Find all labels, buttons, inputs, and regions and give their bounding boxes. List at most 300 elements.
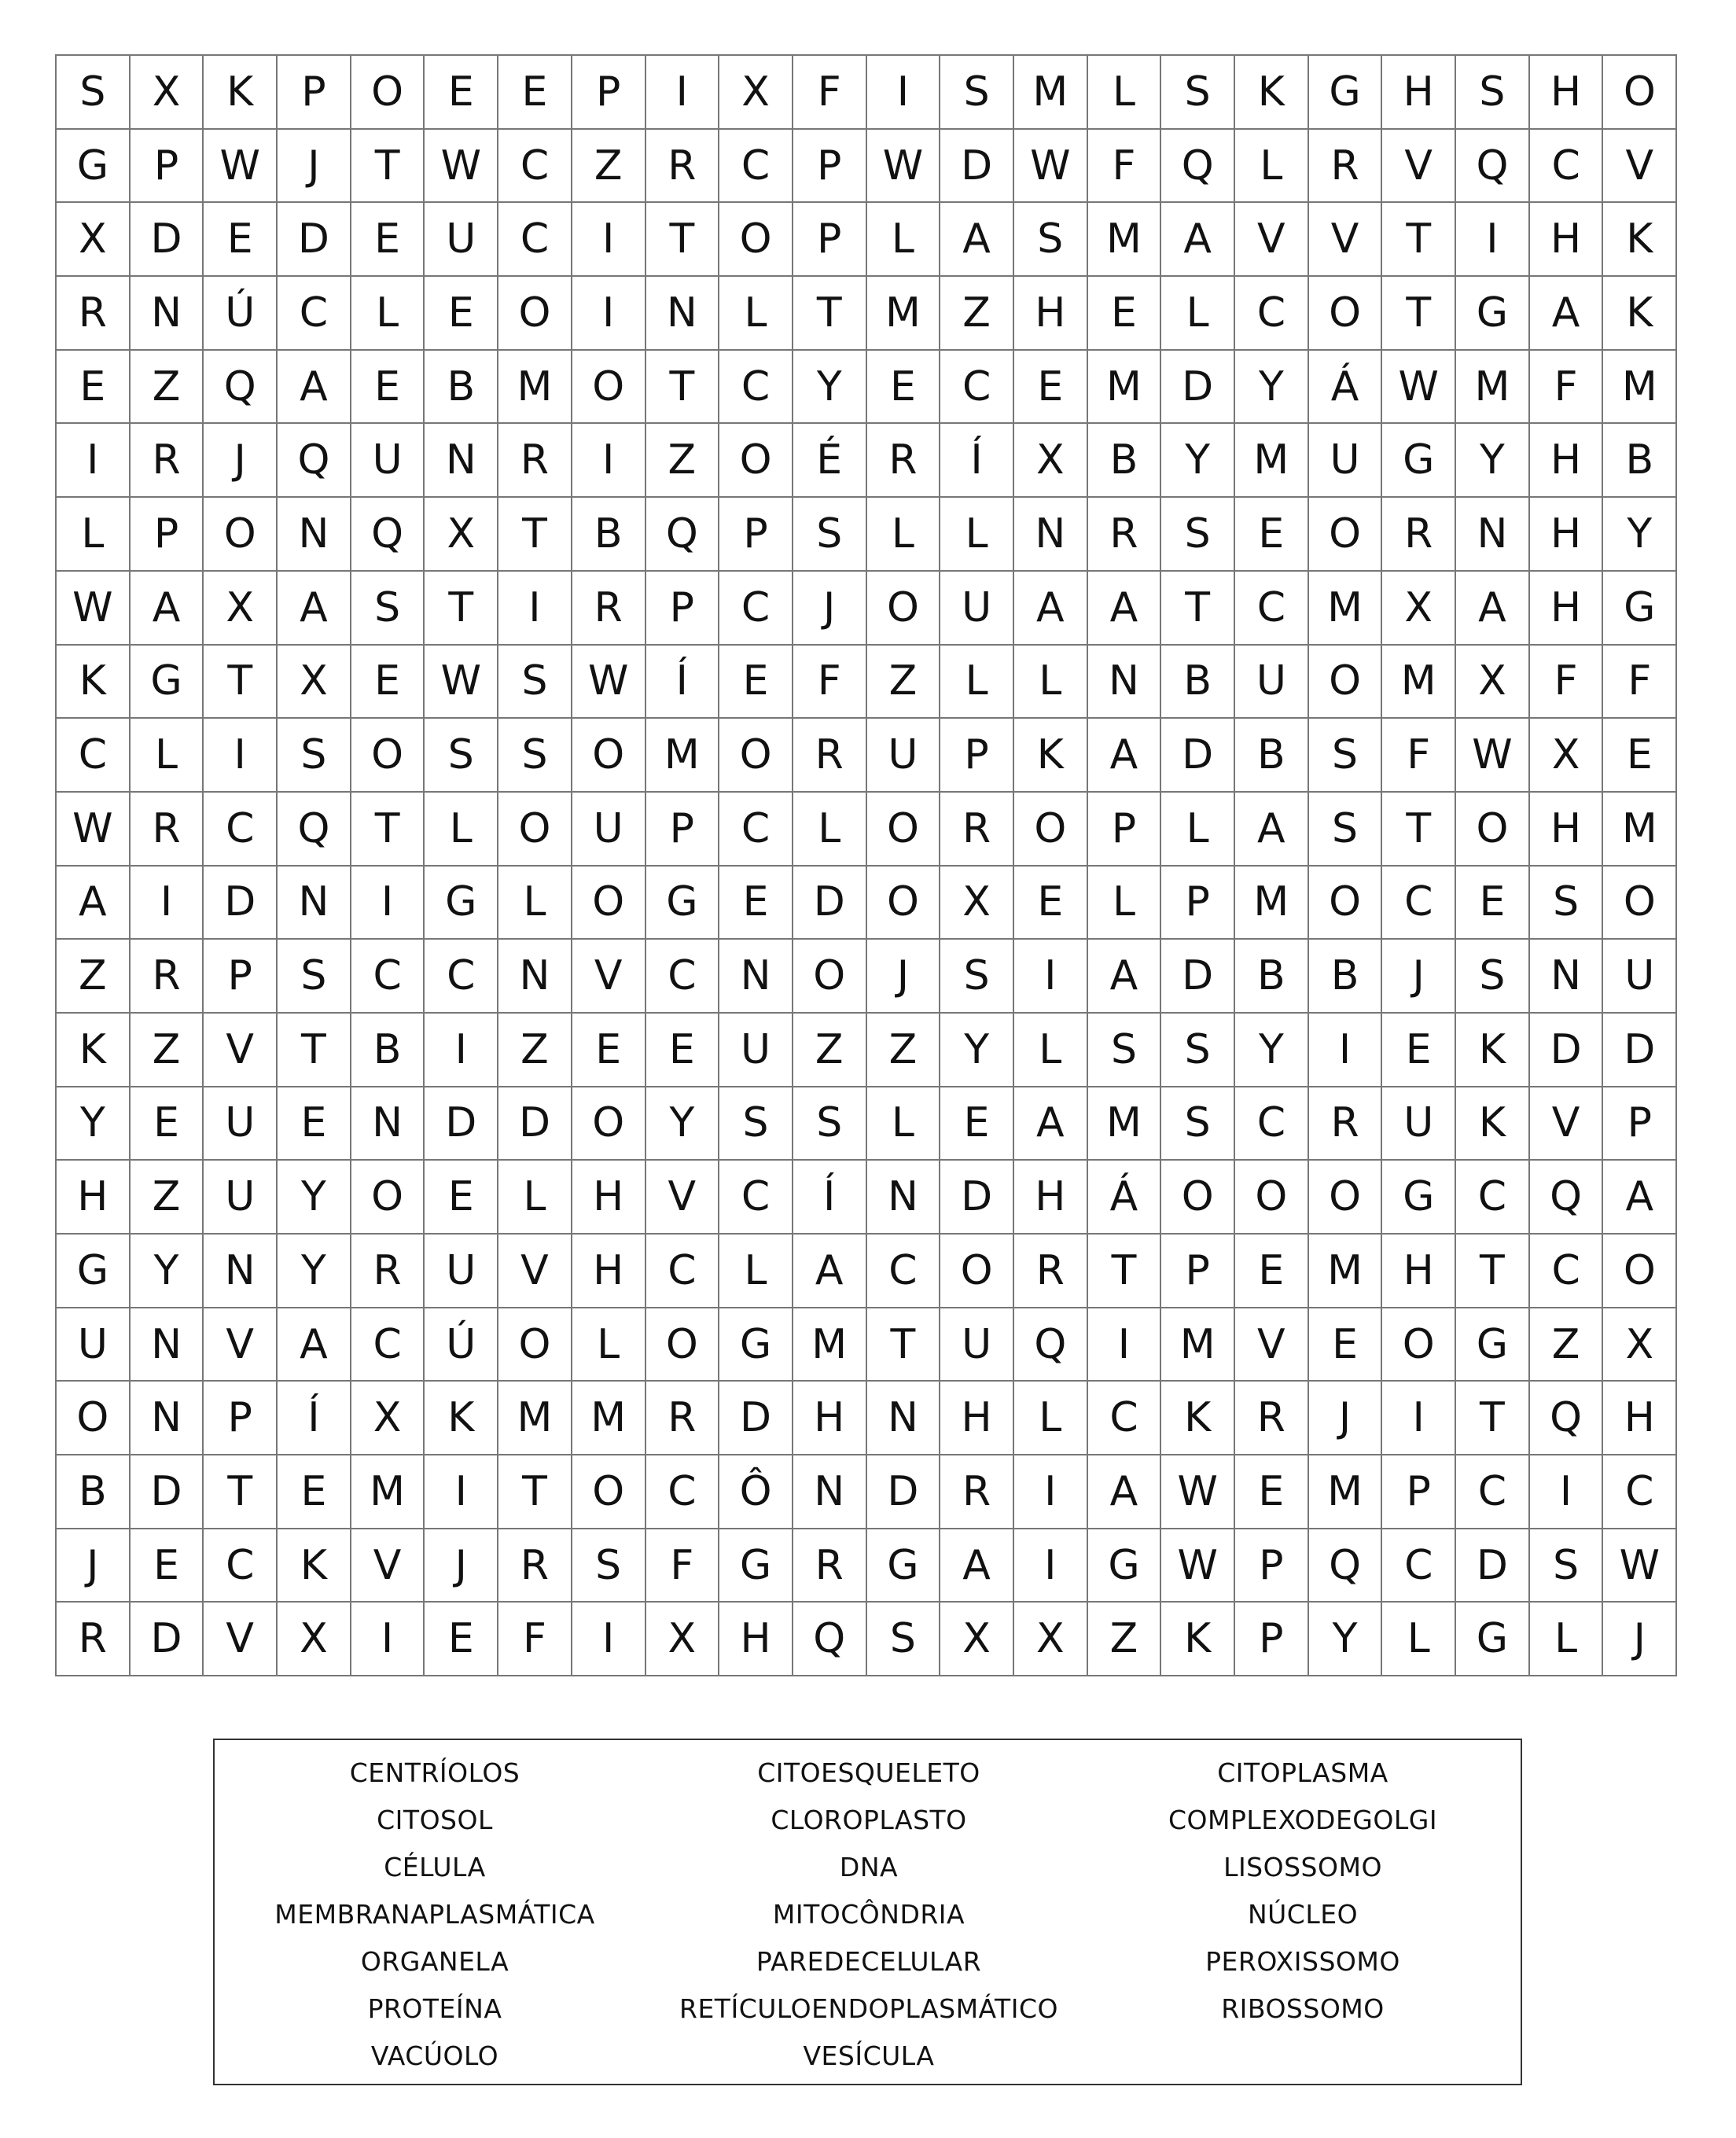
grid-cell[interactable]: P [646, 793, 720, 867]
grid-cell[interactable]: B [57, 1455, 131, 1529]
grid-cell[interactable]: T [646, 203, 720, 277]
grid-cell[interactable]: I [572, 203, 646, 277]
grid-cell[interactable]: O [572, 1455, 646, 1529]
grid-cell[interactable]: P [1161, 1235, 1235, 1308]
grid-cell[interactable]: I [1014, 940, 1088, 1014]
grid-cell[interactable]: Z [646, 424, 720, 498]
grid-cell[interactable]: O [572, 867, 646, 940]
grid-cell[interactable]: C [719, 793, 793, 867]
grid-cell[interactable]: P [793, 130, 867, 204]
grid-cell[interactable]: O [867, 793, 941, 867]
grid-cell[interactable]: E [1309, 1308, 1383, 1382]
grid-cell[interactable]: M [351, 1455, 425, 1529]
grid-cell[interactable]: E [278, 1455, 351, 1529]
grid-cell[interactable]: N [131, 1308, 204, 1382]
grid-cell[interactable]: H [1382, 56, 1456, 130]
grid-cell[interactable]: R [131, 424, 204, 498]
grid-cell[interactable]: E [498, 56, 572, 130]
grid-cell[interactable]: O [1603, 1235, 1677, 1308]
grid-cell[interactable]: K [425, 1382, 498, 1455]
grid-cell[interactable]: X [719, 56, 793, 130]
grid-cell[interactable]: T [867, 1308, 941, 1382]
grid-cell[interactable]: G [1456, 1308, 1530, 1382]
grid-cell[interactable]: E [1382, 1014, 1456, 1087]
grid-cell[interactable]: Z [131, 1161, 204, 1235]
grid-cell[interactable]: Q [1530, 1382, 1604, 1455]
grid-cell[interactable]: A [1088, 940, 1162, 1014]
grid-cell[interactable]: X [1456, 646, 1530, 719]
grid-cell[interactable]: C [719, 1161, 793, 1235]
grid-cell[interactable]: N [793, 1455, 867, 1529]
grid-cell[interactable]: D [498, 1087, 572, 1161]
grid-cell[interactable]: P [204, 940, 278, 1014]
grid-cell[interactable]: I [1530, 1455, 1604, 1529]
grid-cell[interactable]: Q [646, 498, 720, 572]
grid-cell[interactable]: I [1014, 1529, 1088, 1603]
grid-cell[interactable]: I [425, 1455, 498, 1529]
grid-cell[interactable]: L [1161, 793, 1235, 867]
grid-cell[interactable]: J [1309, 1382, 1383, 1455]
grid-cell[interactable]: V [646, 1161, 720, 1235]
grid-cell[interactable]: B [1161, 646, 1235, 719]
grid-cell[interactable]: W [1161, 1529, 1235, 1603]
grid-cell[interactable]: H [1382, 1235, 1456, 1308]
grid-cell[interactable]: R [1382, 498, 1456, 572]
grid-cell[interactable]: S [867, 1603, 941, 1676]
grid-cell[interactable]: H [793, 1382, 867, 1455]
grid-cell[interactable]: O [1309, 867, 1383, 940]
grid-cell[interactable]: O [498, 277, 572, 351]
grid-cell[interactable]: S [940, 56, 1014, 130]
grid-cell[interactable]: S [1161, 1014, 1235, 1087]
grid-cell[interactable]: J [425, 1529, 498, 1603]
grid-cell[interactable]: K [1014, 719, 1088, 793]
grid-cell[interactable]: L [719, 277, 793, 351]
grid-cell[interactable]: Ú [425, 1308, 498, 1382]
grid-cell[interactable]: C [204, 793, 278, 867]
grid-cell[interactable]: Y [278, 1235, 351, 1308]
grid-cell[interactable]: A [1014, 1087, 1088, 1161]
grid-cell[interactable]: C [940, 351, 1014, 425]
grid-cell[interactable]: M [1309, 1455, 1383, 1529]
grid-cell[interactable]: X [646, 1603, 720, 1676]
grid-cell[interactable]: B [1235, 719, 1309, 793]
grid-cell[interactable]: H [57, 1161, 131, 1235]
grid-cell[interactable]: J [867, 940, 941, 1014]
grid-cell[interactable]: M [1603, 351, 1677, 425]
grid-cell[interactable]: R [940, 793, 1014, 867]
grid-cell[interactable]: H [572, 1235, 646, 1308]
grid-cell[interactable]: N [278, 867, 351, 940]
grid-cell[interactable]: W [1382, 351, 1456, 425]
grid-cell[interactable]: K [57, 1014, 131, 1087]
grid-cell[interactable]: T [1161, 572, 1235, 646]
grid-cell[interactable]: M [1603, 793, 1677, 867]
grid-cell[interactable]: O [351, 1161, 425, 1235]
grid-cell[interactable]: C [1530, 130, 1604, 204]
grid-cell[interactable]: L [1161, 277, 1235, 351]
grid-cell[interactable]: B [425, 351, 498, 425]
grid-cell[interactable]: F [1382, 719, 1456, 793]
grid-cell[interactable]: H [1530, 56, 1604, 130]
grid-cell[interactable]: X [940, 867, 1014, 940]
grid-cell[interactable]: H [1014, 1161, 1088, 1235]
grid-cell[interactable]: U [1309, 424, 1383, 498]
grid-cell[interactable]: É [793, 424, 867, 498]
grid-cell[interactable]: M [1088, 1087, 1162, 1161]
grid-cell[interactable]: I [204, 719, 278, 793]
grid-cell[interactable]: I [425, 1014, 498, 1087]
grid-cell[interactable]: Z [1530, 1308, 1604, 1382]
grid-cell[interactable]: K [1161, 1382, 1235, 1455]
grid-cell[interactable]: T [1456, 1382, 1530, 1455]
grid-cell[interactable]: Y [940, 1014, 1014, 1087]
grid-cell[interactable]: E [351, 203, 425, 277]
grid-cell[interactable]: Í [940, 424, 1014, 498]
grid-cell[interactable]: O [1309, 646, 1383, 719]
grid-cell[interactable]: A [1088, 719, 1162, 793]
grid-cell[interactable]: N [204, 1235, 278, 1308]
grid-cell[interactable]: R [1309, 1087, 1383, 1161]
grid-cell[interactable]: V [1603, 130, 1677, 204]
grid-cell[interactable]: A [1235, 793, 1309, 867]
grid-cell[interactable]: Q [278, 424, 351, 498]
grid-cell[interactable]: H [1530, 498, 1604, 572]
grid-cell[interactable]: O [1382, 1308, 1456, 1382]
grid-cell[interactable]: C [351, 1308, 425, 1382]
grid-cell[interactable]: M [498, 1382, 572, 1455]
grid-cell[interactable]: D [940, 130, 1014, 204]
grid-cell[interactable]: O [940, 1235, 1014, 1308]
grid-cell[interactable]: Y [646, 1087, 720, 1161]
grid-cell[interactable]: O [867, 572, 941, 646]
grid-cell[interactable]: D [425, 1087, 498, 1161]
grid-cell[interactable]: P [131, 130, 204, 204]
grid-cell[interactable]: O [719, 719, 793, 793]
grid-cell[interactable]: Y [1456, 424, 1530, 498]
grid-cell[interactable]: Q [1309, 1529, 1383, 1603]
grid-cell[interactable]: R [1088, 498, 1162, 572]
grid-cell[interactable]: L [719, 1235, 793, 1308]
grid-cell[interactable]: H [1530, 424, 1604, 498]
grid-cell[interactable]: L [867, 1087, 941, 1161]
grid-cell[interactable]: W [57, 572, 131, 646]
grid-cell[interactable]: B [1088, 424, 1162, 498]
grid-cell[interactable]: D [1161, 351, 1235, 425]
grid-cell[interactable]: X [1603, 1308, 1677, 1382]
grid-cell[interactable]: O [572, 1087, 646, 1161]
grid-cell[interactable]: R [646, 1382, 720, 1455]
grid-cell[interactable]: O [572, 719, 646, 793]
grid-cell[interactable]: V [1235, 203, 1309, 277]
grid-cell[interactable]: U [940, 1308, 1014, 1382]
grid-cell[interactable]: M [1235, 424, 1309, 498]
grid-cell[interactable]: H [719, 1603, 793, 1676]
grid-cell[interactable]: S [1161, 1087, 1235, 1161]
grid-cell[interactable]: H [940, 1382, 1014, 1455]
grid-cell[interactable]: X [1014, 1603, 1088, 1676]
grid-cell[interactable]: R [498, 424, 572, 498]
grid-cell[interactable]: O [498, 1308, 572, 1382]
grid-cell[interactable]: W [57, 793, 131, 867]
grid-cell[interactable]: E [719, 867, 793, 940]
grid-cell[interactable]: C [1456, 1455, 1530, 1529]
grid-cell[interactable]: L [940, 498, 1014, 572]
grid-cell[interactable]: S [1088, 1014, 1162, 1087]
grid-cell[interactable]: L [940, 646, 1014, 719]
grid-cell[interactable]: P [719, 498, 793, 572]
grid-cell[interactable]: R [1309, 130, 1383, 204]
grid-cell[interactable]: R [793, 1529, 867, 1603]
grid-cell[interactable]: L [498, 1161, 572, 1235]
grid-cell[interactable]: C [646, 1235, 720, 1308]
grid-cell[interactable]: E [57, 351, 131, 425]
grid-cell[interactable]: Z [793, 1014, 867, 1087]
grid-cell[interactable]: B [351, 1014, 425, 1087]
grid-cell[interactable]: T [351, 793, 425, 867]
grid-cell[interactable]: K [57, 646, 131, 719]
grid-cell[interactable]: E [204, 203, 278, 277]
grid-cell[interactable]: E [278, 1087, 351, 1161]
grid-cell[interactable]: Z [867, 1014, 941, 1087]
grid-cell[interactable]: Y [1603, 498, 1677, 572]
grid-cell[interactable]: D [1530, 1014, 1604, 1087]
grid-cell[interactable]: S [57, 56, 131, 130]
grid-cell[interactable]: V [1530, 1087, 1604, 1161]
grid-cell[interactable]: O [57, 1382, 131, 1455]
grid-cell[interactable]: P [1603, 1087, 1677, 1161]
grid-cell[interactable]: E [131, 1087, 204, 1161]
grid-cell[interactable]: M [1309, 572, 1383, 646]
grid-cell[interactable]: S [719, 1087, 793, 1161]
grid-cell[interactable]: A [1088, 572, 1162, 646]
grid-cell[interactable]: K [1456, 1087, 1530, 1161]
grid-cell[interactable]: L [867, 498, 941, 572]
grid-cell[interactable]: G [1456, 1603, 1530, 1676]
grid-cell[interactable]: M [1456, 351, 1530, 425]
grid-cell[interactable]: F [498, 1603, 572, 1676]
grid-cell[interactable]: I [867, 56, 941, 130]
grid-cell[interactable]: P [1235, 1529, 1309, 1603]
grid-cell[interactable]: Í [646, 646, 720, 719]
grid-cell[interactable]: A [793, 1235, 867, 1308]
grid-cell[interactable]: L [1235, 130, 1309, 204]
grid-cell[interactable]: L [1014, 1014, 1088, 1087]
grid-cell[interactable]: O [867, 867, 941, 940]
grid-cell[interactable]: X [1382, 572, 1456, 646]
grid-cell[interactable]: R [57, 277, 131, 351]
grid-cell[interactable]: Í [793, 1161, 867, 1235]
grid-cell[interactable]: C [1235, 572, 1309, 646]
grid-cell[interactable]: C [1456, 1161, 1530, 1235]
grid-cell[interactable]: L [498, 867, 572, 940]
grid-cell[interactable]: T [646, 351, 720, 425]
grid-cell[interactable]: L [1530, 1603, 1604, 1676]
grid-cell[interactable]: X [1530, 719, 1604, 793]
grid-cell[interactable]: G [1088, 1529, 1162, 1603]
grid-cell[interactable]: N [1530, 940, 1604, 1014]
grid-cell[interactable]: O [719, 424, 793, 498]
grid-cell[interactable]: N [498, 940, 572, 1014]
grid-cell[interactable]: S [1161, 498, 1235, 572]
grid-cell[interactable]: S [940, 940, 1014, 1014]
grid-cell[interactable]: E [425, 56, 498, 130]
grid-cell[interactable]: I [1088, 1308, 1162, 1382]
grid-cell[interactable]: I [646, 56, 720, 130]
grid-cell[interactable]: S [498, 646, 572, 719]
grid-cell[interactable]: R [351, 1235, 425, 1308]
grid-cell[interactable]: P [278, 56, 351, 130]
grid-cell[interactable]: F [1530, 351, 1604, 425]
grid-cell[interactable]: M [1088, 351, 1162, 425]
grid-cell[interactable]: A [278, 351, 351, 425]
grid-cell[interactable]: Y [793, 351, 867, 425]
grid-cell[interactable]: D [1456, 1529, 1530, 1603]
grid-cell[interactable]: M [1161, 1308, 1235, 1382]
grid-cell[interactable]: D [867, 1455, 941, 1529]
grid-cell[interactable]: G [1309, 56, 1383, 130]
grid-cell[interactable]: X [204, 572, 278, 646]
grid-cell[interactable]: G [57, 130, 131, 204]
grid-cell[interactable]: R [1014, 1235, 1088, 1308]
grid-cell[interactable]: X [1014, 424, 1088, 498]
grid-cell[interactable]: P [940, 719, 1014, 793]
grid-cell[interactable]: B [1309, 940, 1383, 1014]
grid-cell[interactable]: D [793, 867, 867, 940]
grid-cell[interactable]: T [793, 277, 867, 351]
grid-cell[interactable]: L [867, 203, 941, 277]
grid-cell[interactable]: Q [278, 793, 351, 867]
grid-cell[interactable]: C [204, 1529, 278, 1603]
grid-cell[interactable]: C [646, 1455, 720, 1529]
grid-cell[interactable]: M [793, 1308, 867, 1382]
grid-cell[interactable]: C [719, 351, 793, 425]
grid-cell[interactable]: U [572, 793, 646, 867]
grid-cell[interactable]: E [351, 351, 425, 425]
grid-cell[interactable]: O [719, 203, 793, 277]
grid-cell[interactable]: L [793, 793, 867, 867]
grid-cell[interactable]: G [719, 1529, 793, 1603]
grid-cell[interactable]: U [719, 1014, 793, 1087]
grid-cell[interactable]: V [204, 1308, 278, 1382]
grid-cell[interactable]: E [940, 1087, 1014, 1161]
grid-cell[interactable]: S [1530, 1529, 1604, 1603]
grid-cell[interactable]: E [572, 1014, 646, 1087]
grid-cell[interactable]: C [719, 130, 793, 204]
grid-cell[interactable]: R [498, 1529, 572, 1603]
grid-cell[interactable]: W [425, 646, 498, 719]
grid-cell[interactable]: I [1456, 203, 1530, 277]
grid-cell[interactable]: U [351, 424, 425, 498]
grid-cell[interactable]: C [57, 719, 131, 793]
grid-cell[interactable]: E [425, 1603, 498, 1676]
grid-cell[interactable]: R [646, 130, 720, 204]
grid-cell[interactable]: Y [57, 1087, 131, 1161]
grid-cell[interactable]: A [940, 1529, 1014, 1603]
grid-cell[interactable]: O [1014, 793, 1088, 867]
grid-cell[interactable]: A [940, 203, 1014, 277]
grid-cell[interactable]: M [1014, 56, 1088, 130]
grid-cell[interactable]: C [1088, 1382, 1162, 1455]
grid-cell[interactable]: U [1382, 1087, 1456, 1161]
grid-cell[interactable]: F [793, 56, 867, 130]
grid-cell[interactable]: A [1088, 1455, 1162, 1529]
grid-cell[interactable]: L [1014, 1382, 1088, 1455]
grid-cell[interactable]: A [278, 1308, 351, 1382]
grid-cell[interactable]: D [719, 1382, 793, 1455]
grid-cell[interactable]: G [131, 646, 204, 719]
grid-cell[interactable]: V [204, 1603, 278, 1676]
grid-cell[interactable]: D [1161, 940, 1235, 1014]
grid-cell[interactable]: Y [278, 1161, 351, 1235]
grid-cell[interactable]: I [131, 867, 204, 940]
grid-cell[interactable]: Z [57, 940, 131, 1014]
grid-cell[interactable]: D [1603, 1014, 1677, 1087]
grid-cell[interactable]: O [1235, 1161, 1309, 1235]
grid-cell[interactable]: N [1456, 498, 1530, 572]
grid-cell[interactable]: I [351, 867, 425, 940]
grid-cell[interactable]: I [351, 1603, 425, 1676]
grid-cell[interactable]: N [131, 1382, 204, 1455]
grid-cell[interactable]: A [131, 572, 204, 646]
grid-cell[interactable]: J [204, 424, 278, 498]
grid-cell[interactable]: D [131, 203, 204, 277]
grid-cell[interactable]: C [278, 277, 351, 351]
grid-cell[interactable]: S [278, 719, 351, 793]
grid-cell[interactable]: T [1382, 203, 1456, 277]
grid-cell[interactable]: F [1530, 646, 1604, 719]
grid-cell[interactable]: E [719, 646, 793, 719]
grid-cell[interactable]: F [793, 646, 867, 719]
grid-cell[interactable]: V [1382, 130, 1456, 204]
grid-cell[interactable]: A [1161, 203, 1235, 277]
grid-cell[interactable]: Z [572, 130, 646, 204]
grid-cell[interactable]: N [646, 277, 720, 351]
grid-cell[interactable]: O [646, 1308, 720, 1382]
grid-cell[interactable]: C [351, 940, 425, 1014]
grid-cell[interactable]: T [1456, 1235, 1530, 1308]
grid-cell[interactable]: B [1235, 940, 1309, 1014]
grid-cell[interactable]: X [278, 1603, 351, 1676]
grid-cell[interactable]: S [1456, 940, 1530, 1014]
grid-cell[interactable]: M [1088, 203, 1162, 277]
grid-cell[interactable]: A [1603, 1161, 1677, 1235]
grid-cell[interactable]: C [1382, 867, 1456, 940]
grid-cell[interactable]: X [57, 203, 131, 277]
grid-cell[interactable]: K [1161, 1603, 1235, 1676]
grid-cell[interactable]: A [1456, 572, 1530, 646]
grid-cell[interactable]: O [1603, 56, 1677, 130]
grid-cell[interactable]: I [1309, 1014, 1383, 1087]
grid-cell[interactable]: J [1382, 940, 1456, 1014]
grid-cell[interactable]: A [278, 572, 351, 646]
grid-cell[interactable]: T [498, 498, 572, 572]
grid-cell[interactable]: P [1235, 1603, 1309, 1676]
grid-cell[interactable]: M [498, 351, 572, 425]
grid-cell[interactable]: K [278, 1529, 351, 1603]
grid-cell[interactable]: B [1603, 424, 1677, 498]
grid-cell[interactable]: C [719, 572, 793, 646]
grid-cell[interactable]: O [1309, 498, 1383, 572]
grid-cell[interactable]: X [351, 1382, 425, 1455]
grid-cell[interactable]: B [572, 498, 646, 572]
grid-cell[interactable]: Z [498, 1014, 572, 1087]
grid-cell[interactable]: K [204, 56, 278, 130]
grid-cell[interactable]: J [278, 130, 351, 204]
grid-cell[interactable]: S [793, 498, 867, 572]
grid-cell[interactable]: O [1456, 793, 1530, 867]
grid-cell[interactable]: G [1456, 277, 1530, 351]
